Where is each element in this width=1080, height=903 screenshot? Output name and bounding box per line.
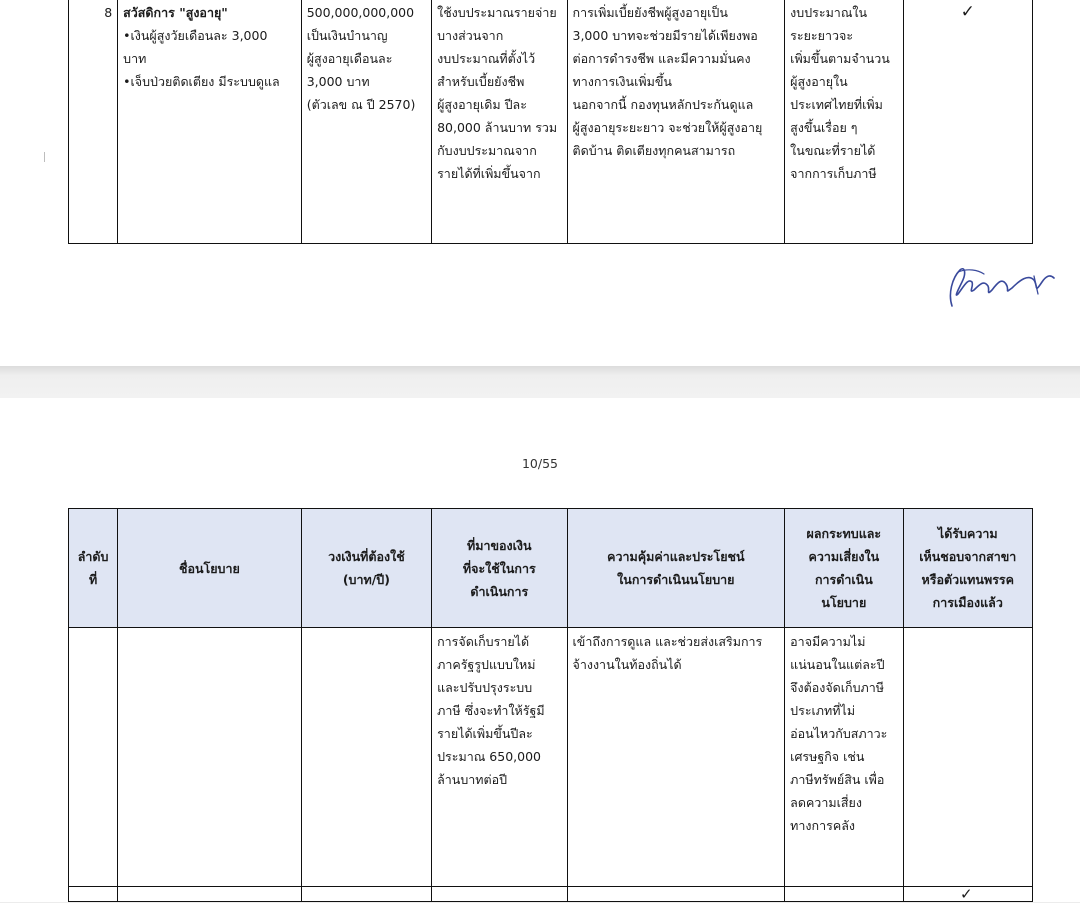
table-row	[69, 0, 1033, 244]
risk-cell	[785, 887, 903, 902]
risk-cell: อาจมีความไม่ แน่นอนในแต่ละปี จึงต้องจัดเก็บภาษี ประเภทที่ไม่ อ่อนไหวกับสภาวะ เศรษฐกิจ เช่น ภาษีทรัพย์สิน เพื่อ ลดความเสี่ยง ทางการคลัง	[785, 628, 903, 887]
policy-name-cell	[118, 0, 302, 244]
row-number	[69, 628, 118, 887]
policy-table	[68, 508, 1033, 902]
header-amount: วงเงินที่ต้องใช้ (บาท/ปี)	[301, 509, 431, 628]
row-number: 8	[69, 0, 118, 244]
page-number: 10/55	[521, 456, 559, 471]
value-benefit-cell: เข้าถึงการดูแล และช่วยส่งเสริมการ จ้างงานในท้องถิ่นได้	[567, 628, 785, 887]
approval-cell	[903, 0, 1032, 244]
policy-table-top	[68, 0, 1033, 244]
checkmark-icon: ✓	[960, 2, 975, 22]
value-benefit-cell: การเพิ่มเบี้ยยังชีพผู้สูงอายุเป็น 3,000 บาทจะช่วยมีรายได้เพียงพอ ต่อการดำรงชีพ และมีความมั่นคง ทางการเงินเพิ่มขึ้น นอกจากนี้ กองทุนหลักประกันดูแล ผู้สูงอายุระยะยาว จะช่วยให้ผู้สูงอายุ ติดบ้าน ติดเตียงทุกคนสามารถ	[567, 0, 785, 244]
policy-name-cell	[118, 887, 302, 902]
funding-source-cell	[432, 887, 567, 902]
funding-source-cell: ใช้งบประมาณรายจ่าย บางส่วนจาก งบประมาณที่ตั้งไว้ สำหรับเบี้ยยังชีพ ผู้สูงอายุเดิม ปีละ 80,000 ล้านบาท รวม กับงบประมาณจาก รายได้ที่เพิ่มขึ้นจาก	[432, 0, 567, 244]
signature-image	[938, 264, 1058, 310]
document-page-bottom	[0, 398, 1080, 902]
risk-cell: งบประมาณใน ระยะยาวจะ เพิ่มขึ้นตามจำนวน ผู้สูงอายุใน ประเทศไทยที่เพิ่ม สูงขึ้นเรื่อย ๆ ในขณะที่รายได้ จากการเก็บภาษี	[785, 0, 903, 244]
document-page-top	[0, 0, 1080, 366]
header-policy-name: ชื่อนโยบาย	[118, 509, 302, 628]
amount-cell: 500,000,000,000 เป็นเงินบำนาญ ผู้สูงอายุเดือนละ 3,000 บาท (ตัวเลข ณ ปี 2570)	[301, 0, 431, 244]
policy-title: สวัสดิการ "สูงอายุ"	[123, 5, 228, 20]
header-risk: ผลกระทบและ ความเสี่ยงใน การดำเนิน นโยบาย	[785, 509, 903, 628]
header-value-benefit: ความคุ้มค่าและประโยชน์ ในการดำเนินนโยบาย	[567, 509, 785, 628]
policy-bullet: •เงินผู้สูงวัยเดือนละ 3,000 บาท	[123, 28, 268, 66]
amount-cell	[301, 887, 431, 902]
checkmark-icon: ✓	[960, 885, 973, 903]
policy-name-cell	[118, 628, 302, 887]
amount-cell	[301, 628, 431, 887]
page-separator	[0, 366, 1080, 398]
table-row	[69, 887, 1033, 902]
approval-cell	[903, 628, 1032, 887]
table-row	[69, 628, 1033, 887]
table-header-row	[69, 509, 1033, 628]
margin-mark	[44, 152, 45, 162]
policy-bullet: •เจ็บป่วยติดเตียง มีระบบดูแล	[123, 74, 280, 89]
row-number	[69, 887, 118, 902]
header-number: ลำดับ ที่	[69, 509, 118, 628]
header-funding-source: ที่มาของเงิน ที่จะใช้ในการ ดำเนินการ	[432, 509, 567, 628]
funding-source-cell: การจัดเก็บรายได้ ภาครัฐรูปแบบใหม่ และปรับปรุงระบบ ภาษี ซึ่งจะทำให้รัฐมี รายได้เพิ่มขึ้นปีละ ประมาณ 650,000 ล้านบาทต่อปี	[432, 628, 567, 887]
header-approval: ได้รับความ เห็นชอบจากสาขา หรือตัวแทนพรรค การเมืองแล้ว	[903, 509, 1032, 628]
value-benefit-cell	[567, 887, 785, 902]
